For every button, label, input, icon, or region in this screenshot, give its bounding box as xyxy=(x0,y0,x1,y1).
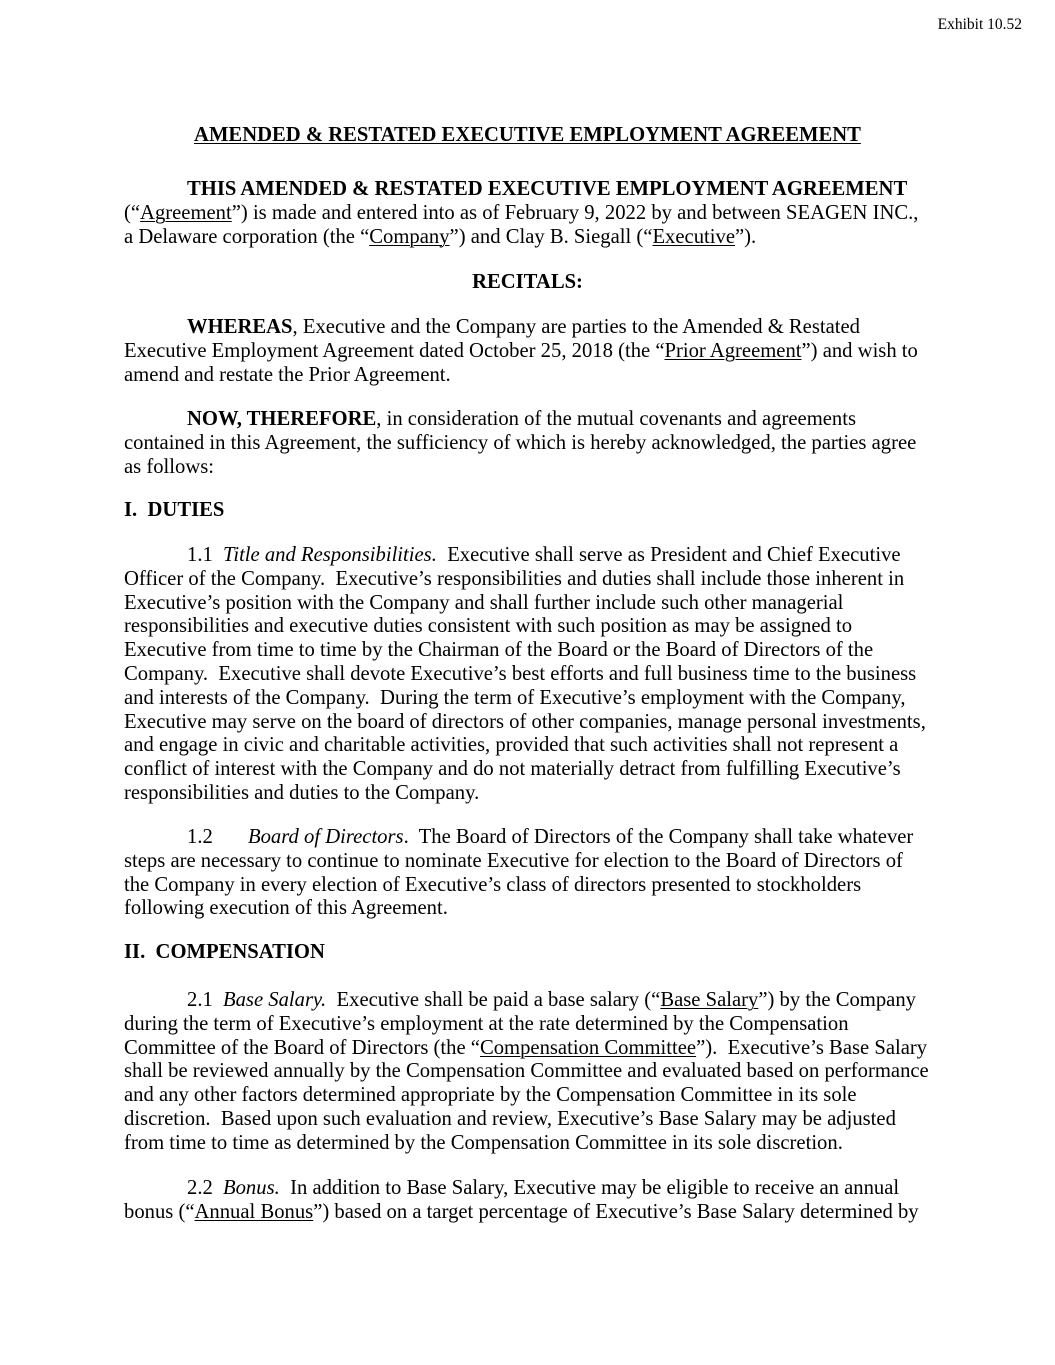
text-run: ”) and wish to xyxy=(801,339,918,362)
text-run: bonus (“ xyxy=(124,1200,195,1223)
text-run: and interests of the Company. During the term of Executive’s employment with the Company, xyxy=(124,686,906,709)
text-line xyxy=(124,340,931,364)
text-run: discretion. Based upon such evaluation and review, Executive’s Base Salary may be adjusted xyxy=(124,1107,896,1130)
preamble-paragraph xyxy=(124,178,931,249)
clause-1-2 xyxy=(124,826,931,921)
section-heading-block xyxy=(124,499,931,523)
text-run: Company. Executive shall devote Executive’s best efforts and full business time to the business xyxy=(124,662,917,685)
text-run: ”). xyxy=(734,225,757,248)
text-line xyxy=(124,687,931,711)
text-run: Executive’s position with the Company and shall further include such other managerial xyxy=(124,591,844,614)
text-line xyxy=(124,897,931,921)
text-line xyxy=(124,1013,931,1037)
clause-2-1 xyxy=(124,989,931,1156)
text-line xyxy=(124,364,931,388)
text-line xyxy=(124,316,931,340)
text-run: contained in this Agreement, the sufficiency of which is hereby acknowledged, the parties agree xyxy=(124,431,917,454)
defined-term-compensation-committee: Compensation Committee xyxy=(479,1036,697,1059)
clause-caption: Bonus. xyxy=(223,1177,280,1199)
text-run: In addition to Base Salary, Executive may be eligible to receive an annual xyxy=(279,1177,900,1199)
text-line xyxy=(124,271,931,295)
document-title-block xyxy=(124,124,931,148)
text-line xyxy=(124,456,931,480)
clause-number: 1.1 xyxy=(187,544,213,566)
text-run: (“ xyxy=(124,201,141,224)
text-line xyxy=(124,639,931,663)
text-run: ”). Executive’s Base Salary xyxy=(696,1036,928,1059)
text-line xyxy=(124,874,931,898)
text-line xyxy=(124,1084,931,1108)
document-title: AMENDED & RESTATED EXECUTIVE EMPLOYMENT AGREEMENT xyxy=(194,124,861,146)
now-therefore-paragraph xyxy=(124,408,931,479)
text-run: conflict of interest with the Company and do not materially detract from fulfilling Executive’s xyxy=(124,758,901,781)
text-line xyxy=(124,1108,931,1132)
text-run: , Executive and the Company are parties to the Amended & Restated xyxy=(292,316,860,338)
text-line xyxy=(124,1201,931,1225)
text-run: a Delaware corporation (the “ xyxy=(124,225,370,248)
text-run: responsibilities and duties to the Company. xyxy=(124,781,480,804)
now-therefore-lead-in: NOW, THEREFORE xyxy=(187,408,377,430)
text-line xyxy=(124,615,931,639)
clause-number: 2.2 xyxy=(187,1177,213,1199)
exhibit-label: Exhibit 10.52 xyxy=(937,16,1022,33)
recitals-heading-block xyxy=(124,271,931,295)
text-run: ”) by the Company xyxy=(758,989,916,1011)
clause-number: 1.2 xyxy=(187,826,213,848)
defined-term-prior-agreement: Prior Agreement xyxy=(664,339,802,362)
text-line xyxy=(124,178,931,202)
whereas-paragraph xyxy=(124,316,931,387)
text-line xyxy=(124,989,931,1013)
text-run: following execution of this Agreement. xyxy=(124,897,448,920)
clause-1-1 xyxy=(124,544,931,806)
text-run: Executive may serve on the board of directors of other companies, manage personal investments, xyxy=(124,710,926,733)
text-run: Executive Employment Agreement dated October 25, 2018 (the “ xyxy=(124,339,665,362)
text-line xyxy=(124,711,931,735)
defined-term-executive: Executive xyxy=(652,225,735,248)
text-run: steps are necessary to continue to nominate Executive for election to the Board of Directors of xyxy=(124,849,903,872)
text-run: Committee of the Board of Directors (the “ xyxy=(124,1036,480,1059)
text-run: , in consideration of the mutual covenants and agreements xyxy=(376,408,857,430)
text-line xyxy=(124,663,931,687)
text-run: shall be reviewed annually by the Compensation Committee and evaluated based on performance xyxy=(124,1060,929,1083)
agreement-lead-in: THIS AMENDED & RESTATED EXECUTIVE EMPLOYMENT AGREEMENT xyxy=(187,178,908,200)
clause-2-2 xyxy=(124,1177,931,1225)
text-line xyxy=(124,850,931,874)
text-run: and any other factors determined appropriate by the Compensation Committee in its sole xyxy=(124,1084,857,1107)
text-line xyxy=(124,941,931,965)
text-line xyxy=(124,1177,931,1201)
whereas-lead-in: WHEREAS xyxy=(187,316,293,338)
defined-term-agreement: Agreement xyxy=(140,201,232,224)
text-line xyxy=(124,499,931,523)
text-line xyxy=(124,202,931,226)
section-heading-block xyxy=(124,941,931,965)
defined-term-company: Company xyxy=(369,225,450,248)
text-run: Executive shall be paid a base salary (“ xyxy=(326,989,661,1011)
text-line xyxy=(124,544,931,568)
defined-term-annual-bonus: Annual Bonus xyxy=(194,1200,314,1223)
text-run: during the term of Executive’s employment at the rate determined by the Compensation xyxy=(124,1012,849,1035)
text-run: ”) is made and entered into as of February 9, 2022 by and between SEAGEN INC., xyxy=(231,201,919,224)
section-heading-compensation: II. COMPENSATION xyxy=(124,941,325,963)
text-run: Officer of the Company. Executive’s responsibilities and duties shall include those inherent in xyxy=(124,567,905,590)
text-line xyxy=(124,734,931,758)
text-run: Executive from time to time by the Chairman of the Board or the Board of Directors of the xyxy=(124,639,874,662)
clause-caption: Title and Responsibilities. xyxy=(223,544,437,566)
section-heading-duties: I. DUTIES xyxy=(124,499,225,521)
clause-number: 2.1 xyxy=(187,989,213,1011)
text-line xyxy=(124,568,931,592)
defined-term-base-salary: Base Salary xyxy=(660,989,759,1011)
clause-caption: Board of Directors xyxy=(248,826,404,848)
text-line xyxy=(124,1132,931,1156)
text-run: ”) based on a target percentage of Executive’s Base Salary determined by xyxy=(313,1200,919,1223)
text-line xyxy=(124,408,931,432)
text-line xyxy=(124,1037,931,1061)
text-run: Executive shall serve as President and Chief Executive xyxy=(436,544,901,566)
clause-caption: Base Salary. xyxy=(223,989,327,1011)
text-line xyxy=(124,782,931,806)
text-run: and engage in civic and charitable activities, provided that such activities shall not represent a xyxy=(124,734,899,757)
text-run: from time to time as determined by the Compensation Committee in its sole discretion. xyxy=(124,1131,843,1154)
text-run: the Company in every election of Executive’s class of directors presented to stockholders xyxy=(124,873,862,896)
text-run: as follows: xyxy=(124,455,215,478)
text-line xyxy=(124,758,931,782)
text-run: . The Board of Directors of the Company shall take whatever xyxy=(403,826,914,848)
text-line xyxy=(124,592,931,616)
text-run: ”) and Clay B. Siegall (“ xyxy=(449,225,653,248)
text-run: responsibilities and executive duties consistent with such position as may be assigned to xyxy=(124,615,853,638)
text-line xyxy=(124,432,931,456)
text-line xyxy=(124,226,931,250)
text-line xyxy=(124,124,931,148)
text-run: amend and restate the Prior Agreement. xyxy=(124,363,451,386)
text-line xyxy=(124,826,931,850)
text-line xyxy=(124,1060,931,1084)
recitals-heading: RECITALS: xyxy=(472,271,583,293)
